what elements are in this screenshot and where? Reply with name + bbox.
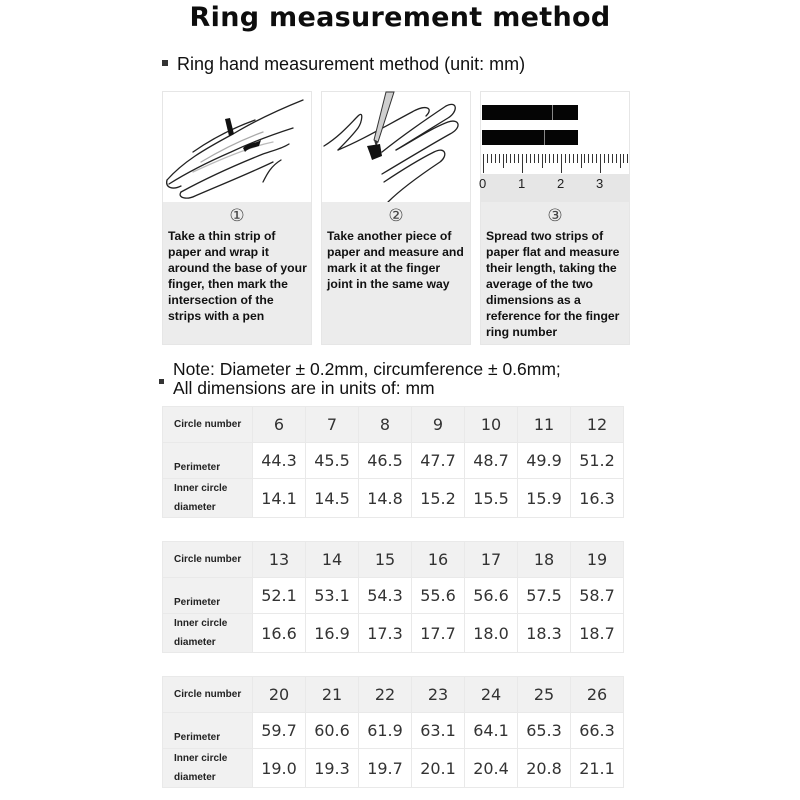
step-1-description: Take a thin strip of paper and wrap it around the base of your finger, then mark the intersection of the strips with a pen bbox=[168, 229, 307, 323]
table-cell: 46.5 bbox=[359, 443, 412, 479]
table-cell: 17.3 bbox=[359, 614, 412, 653]
table-cell: 52.1 bbox=[253, 578, 306, 614]
table-row-circle-number bbox=[163, 677, 624, 713]
table-cell: 53.1 bbox=[306, 578, 359, 614]
table-cell: 23 bbox=[412, 677, 465, 713]
ruler-tick bbox=[584, 154, 585, 163]
table-cell: 59.7 bbox=[253, 713, 306, 749]
size-table-1 bbox=[162, 406, 624, 518]
ruler-label: 2 bbox=[557, 176, 565, 191]
table-cell: 6 bbox=[253, 407, 306, 443]
step-2-text-area bbox=[322, 202, 470, 344]
table-cell: 55.6 bbox=[412, 578, 465, 614]
ruler-tick bbox=[573, 154, 574, 163]
table-cell: 21.1 bbox=[571, 749, 624, 788]
table-cell: 64.1 bbox=[465, 713, 518, 749]
row-label: Perimeter bbox=[163, 713, 253, 749]
table-cell: 57.5 bbox=[518, 578, 571, 614]
ruler-tick bbox=[487, 154, 488, 163]
paper-strip-icon bbox=[367, 144, 382, 160]
table-row-inner-diameter bbox=[163, 479, 624, 518]
paper-strip-1 bbox=[482, 105, 578, 120]
table-cell: 58.7 bbox=[571, 578, 624, 614]
table-cell: 61.9 bbox=[359, 713, 412, 749]
ruler-tick bbox=[557, 154, 558, 163]
table-cell: 7 bbox=[306, 407, 359, 443]
ruler-tick bbox=[612, 154, 613, 163]
bullet-icon bbox=[159, 379, 164, 384]
row-label: Perimeter bbox=[163, 443, 253, 479]
table-cell: 19.3 bbox=[306, 749, 359, 788]
hand-with-pen-illustration bbox=[322, 92, 470, 202]
table-cell: 15.5 bbox=[465, 479, 518, 518]
row-label: Circle number bbox=[163, 407, 253, 443]
ruler-tick bbox=[538, 154, 539, 163]
row-label: Circle number bbox=[163, 542, 253, 578]
table-cell: 19.7 bbox=[359, 749, 412, 788]
paper-strip-icon bbox=[225, 118, 234, 136]
step-3-description: Spread two strips of paper flat and measure their length, taking the average of the two dimensions as a reference for the finger ring number bbox=[486, 229, 620, 339]
note-line-1: Note: Diameter ± 0.2mm, circumference ± 0.6mm; bbox=[173, 359, 561, 379]
row-label: Inner circle diameter bbox=[163, 749, 253, 788]
table-cell: 14.1 bbox=[253, 479, 306, 518]
table-cell: 21 bbox=[306, 677, 359, 713]
ruler-tick bbox=[491, 154, 492, 163]
ruler-tick bbox=[581, 154, 582, 168]
ruler-tick bbox=[561, 154, 562, 173]
row-label: Inner circle diameter bbox=[163, 479, 253, 518]
table-cell: 20.1 bbox=[412, 749, 465, 788]
table-cell: 8 bbox=[359, 407, 412, 443]
table-cell: 51.2 bbox=[571, 443, 624, 479]
table-row-perimeter bbox=[163, 443, 624, 479]
table-cell: 45.5 bbox=[306, 443, 359, 479]
table-cell: 18 bbox=[518, 542, 571, 578]
table-cell: 25 bbox=[518, 677, 571, 713]
ruler-tick bbox=[534, 154, 535, 163]
table-cell: 9 bbox=[412, 407, 465, 443]
table-cell: 63.1 bbox=[412, 713, 465, 749]
step-number-2: ② bbox=[388, 206, 404, 226]
ruler-tick bbox=[596, 154, 597, 163]
table-cell: 54.3 bbox=[359, 578, 412, 614]
table-row-perimeter bbox=[163, 713, 624, 749]
ruler-tick bbox=[510, 154, 511, 163]
ruler-tick bbox=[616, 154, 617, 163]
table-cell: 16.3 bbox=[571, 479, 624, 518]
table-row-circle-number bbox=[163, 407, 624, 443]
ruler-tick bbox=[592, 154, 593, 163]
step-2-description: Take another piece of paper and measure and mark it at the finger joint in the same way bbox=[327, 229, 464, 291]
table-cell: 47.7 bbox=[412, 443, 465, 479]
pen-icon bbox=[374, 92, 394, 142]
section-heading-text: Ring hand measurement method (unit: mm) bbox=[177, 54, 526, 74]
table-cell: 16.6 bbox=[253, 614, 306, 653]
paper-strip-2 bbox=[482, 130, 578, 145]
table-cell: 15.2 bbox=[412, 479, 465, 518]
ruler-label: 1 bbox=[518, 176, 526, 191]
paper-strips-on-ruler-illustration bbox=[481, 92, 629, 202]
ruler-tick bbox=[542, 154, 543, 168]
ruler-tick bbox=[604, 154, 605, 163]
page-title: Ring measurement method bbox=[189, 2, 611, 33]
ruler-tick bbox=[503, 154, 504, 168]
table-cell: 15 bbox=[359, 542, 412, 578]
table-cell: 20.4 bbox=[465, 749, 518, 788]
ruler-tick bbox=[526, 154, 527, 163]
table-row-inner-diameter bbox=[163, 614, 624, 653]
table-cell: 16 bbox=[412, 542, 465, 578]
table-cell: 17.7 bbox=[412, 614, 465, 653]
ruler-tick bbox=[514, 154, 515, 163]
table-row-inner-diameter bbox=[163, 749, 624, 788]
table-cell: 10 bbox=[465, 407, 518, 443]
table-cell: 66.3 bbox=[571, 713, 624, 749]
table-cell: 48.7 bbox=[465, 443, 518, 479]
table-cell: 49.9 bbox=[518, 443, 571, 479]
table-cell: 12 bbox=[571, 407, 624, 443]
ruler bbox=[481, 154, 629, 202]
table-cell: 26 bbox=[571, 677, 624, 713]
step-panel-1 bbox=[162, 91, 312, 345]
table-cell: 65.3 bbox=[518, 713, 571, 749]
table-cell: 11 bbox=[518, 407, 571, 443]
table-cell: 14.5 bbox=[306, 479, 359, 518]
table-cell: 19.0 bbox=[253, 749, 306, 788]
table-cell: 44.3 bbox=[253, 443, 306, 479]
step-1-text-area bbox=[163, 202, 311, 344]
ruler-tick bbox=[608, 154, 609, 163]
ruler-tick bbox=[623, 154, 624, 163]
table-cell: 16.9 bbox=[306, 614, 359, 653]
row-label: Perimeter bbox=[163, 578, 253, 614]
ruler-tick bbox=[506, 154, 507, 163]
ruler-tick bbox=[499, 154, 500, 163]
section-heading bbox=[162, 54, 525, 75]
ruler-label: 3 bbox=[596, 176, 604, 191]
step-number-3: ③ bbox=[547, 206, 563, 226]
table-cell: 56.6 bbox=[465, 578, 518, 614]
step-number-1: ① bbox=[229, 206, 245, 226]
table-cell: 14 bbox=[306, 542, 359, 578]
note-line-2: All dimensions are in units of: mm bbox=[173, 378, 435, 398]
table-cell: 18.0 bbox=[465, 614, 518, 653]
step-panel-3 bbox=[480, 91, 630, 345]
table-cell: 13 bbox=[253, 542, 306, 578]
row-label: Inner circle diameter bbox=[163, 614, 253, 653]
size-table-2 bbox=[162, 541, 624, 653]
table-row-perimeter bbox=[163, 578, 624, 614]
size-table-3 bbox=[162, 676, 624, 788]
ruler-tick bbox=[545, 154, 546, 163]
ruler-tick bbox=[518, 154, 519, 163]
step-panel-2 bbox=[321, 91, 471, 345]
table-cell: 15.9 bbox=[518, 479, 571, 518]
ruler-tick bbox=[483, 154, 484, 173]
ruler-tick bbox=[565, 154, 566, 163]
ruler-tick bbox=[600, 154, 601, 173]
table-cell: 22 bbox=[359, 677, 412, 713]
table-cell: 24 bbox=[465, 677, 518, 713]
table-cell: 18.7 bbox=[571, 614, 624, 653]
ruler-tick bbox=[627, 154, 628, 163]
table-cell: 17 bbox=[465, 542, 518, 578]
table-cell: 20.8 bbox=[518, 749, 571, 788]
table-cell: 14.8 bbox=[359, 479, 412, 518]
ruler-label: 0 bbox=[479, 176, 487, 191]
ruler-tick bbox=[577, 154, 578, 163]
bullet-icon bbox=[162, 60, 168, 66]
step-3-text-area bbox=[481, 202, 629, 344]
table-cell: 18.3 bbox=[518, 614, 571, 653]
ruler-tick bbox=[569, 154, 570, 163]
ruler-tick bbox=[530, 154, 531, 163]
table-cell: 19 bbox=[571, 542, 624, 578]
ruler-tick bbox=[522, 154, 523, 173]
table-cell: 20 bbox=[253, 677, 306, 713]
ruler-tick bbox=[588, 154, 589, 163]
ruler-tick bbox=[620, 154, 621, 168]
ruler-tick bbox=[553, 154, 554, 163]
ruler-tick bbox=[549, 154, 550, 163]
note bbox=[162, 360, 561, 398]
hand-with-paper-strip-illustration bbox=[163, 92, 311, 202]
table-row-circle-number bbox=[163, 542, 624, 578]
row-label: Circle number bbox=[163, 677, 253, 713]
ruler-tick bbox=[495, 154, 496, 163]
table-cell: 60.6 bbox=[306, 713, 359, 749]
